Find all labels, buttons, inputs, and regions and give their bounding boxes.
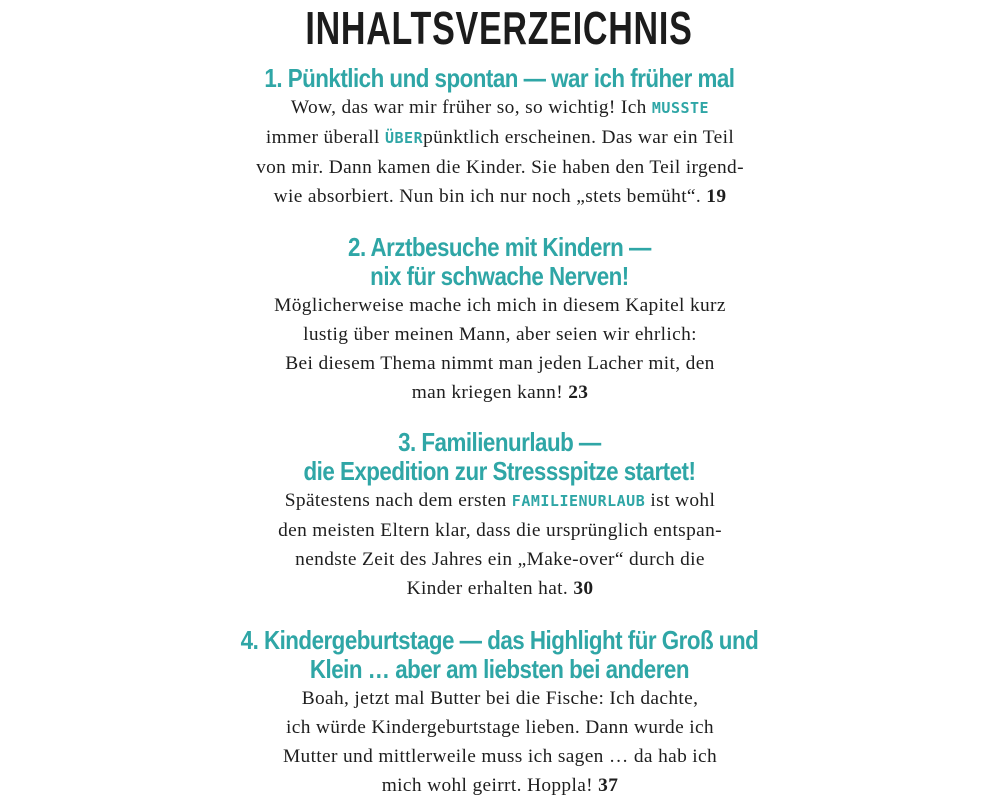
text-segment: ist wohl [645,490,716,511]
text-segment: nendste Zeit des Jahres ein „Make-over“ durch die [295,549,705,570]
text-segment: Boah, jetzt mal Butter bei die Fische: Ich dachte, [301,688,699,709]
text-segment: ich würde Kindergeburtstage lieben. Dann wurde ich [286,717,714,738]
text-segment: lustig über meinen Mann, aber seien wir ehrlich: [303,324,697,345]
toc-entry-3 [0,428,1000,603]
text-segment: man kriegen kann! [411,382,569,403]
highlight-word: ÜBER [384,129,424,147]
entry-heading-line: 4. Kindergeburtstage — das Highlight für Groß und [240,625,759,655]
entry-heading-line: 3. Familienurlaub — [398,427,601,457]
description-line [0,182,1000,211]
toc-entry-4 [0,626,1000,800]
entry-heading [69,428,929,486]
page-number: 30 [573,578,594,599]
entry-heading-line: die Expedition zur Stressspitze startet! [303,456,696,486]
highlight-word: FAMILIENURLAUB [511,492,646,510]
entry-heading-line: Klein … aber am liebsten bei anderen [309,654,689,684]
text-segment: Bei diesem Thema nimmt man jeden Lacher mit, den [285,353,715,374]
text-segment: pünktlich erscheinen. Das war ein Teil [423,127,735,148]
description-line [0,713,1000,742]
page-title: INHALTSVERZEICHNIS [305,2,693,54]
description-line [0,349,1000,378]
text-segment: Spätestens nach dem ersten [284,490,512,511]
text-segment: mich wohl geirrt. Hoppla! [381,775,599,796]
text-segment: Wow, das war mir früher so, so wichtig! Ich [290,97,652,118]
text-segment: den meisten Eltern klar, dass die ursprünglich entspan- [278,520,722,541]
description-line [0,516,1000,545]
text-segment: von mir. Dann kamen die Kinder. Sie haben den Teil irgend- [256,157,744,178]
description-line [0,771,1000,800]
entry-heading [69,64,929,93]
description-line [0,486,1000,516]
toc-entry-1 [0,64,1000,211]
description-line [0,123,1000,153]
text-segment: immer überall [265,127,385,148]
description-line [0,291,1000,320]
entry-description [0,291,1000,407]
description-line [0,545,1000,574]
text-segment: Kinder erhalten hat. [406,578,574,599]
page-number: 23 [568,382,589,403]
description-line [0,93,1000,123]
text-segment: Möglicherweise mache ich mich in diesem Kapitel kurz [274,295,726,316]
entry-description [0,486,1000,603]
description-line [0,320,1000,349]
description-line [0,378,1000,407]
page-number: 37 [598,775,619,796]
description-line [0,574,1000,603]
entry-heading [69,233,929,291]
entry-description [0,93,1000,211]
entry-heading [69,626,929,684]
page-number: 19 [706,186,727,207]
entry-heading-line: nix für schwache Nerven! [370,261,629,291]
description-line [0,742,1000,771]
text-segment: Mutter und mittlerweile muss ich sagen … da hab ich [282,746,718,767]
toc-entry-2 [0,233,1000,407]
entry-heading-line: 2. Arztbesuche mit Kindern — [348,232,651,262]
entry-heading-line: 1. Pünktlich und spontan — war ich früher mal [264,63,735,93]
highlight-word: MUSSTE [651,99,710,117]
text-segment: wie absorbiert. Nun bin ich nur noch „stets bemüht“. [273,186,707,207]
entry-description [0,684,1000,800]
description-line [0,684,1000,713]
description-line [0,153,1000,182]
